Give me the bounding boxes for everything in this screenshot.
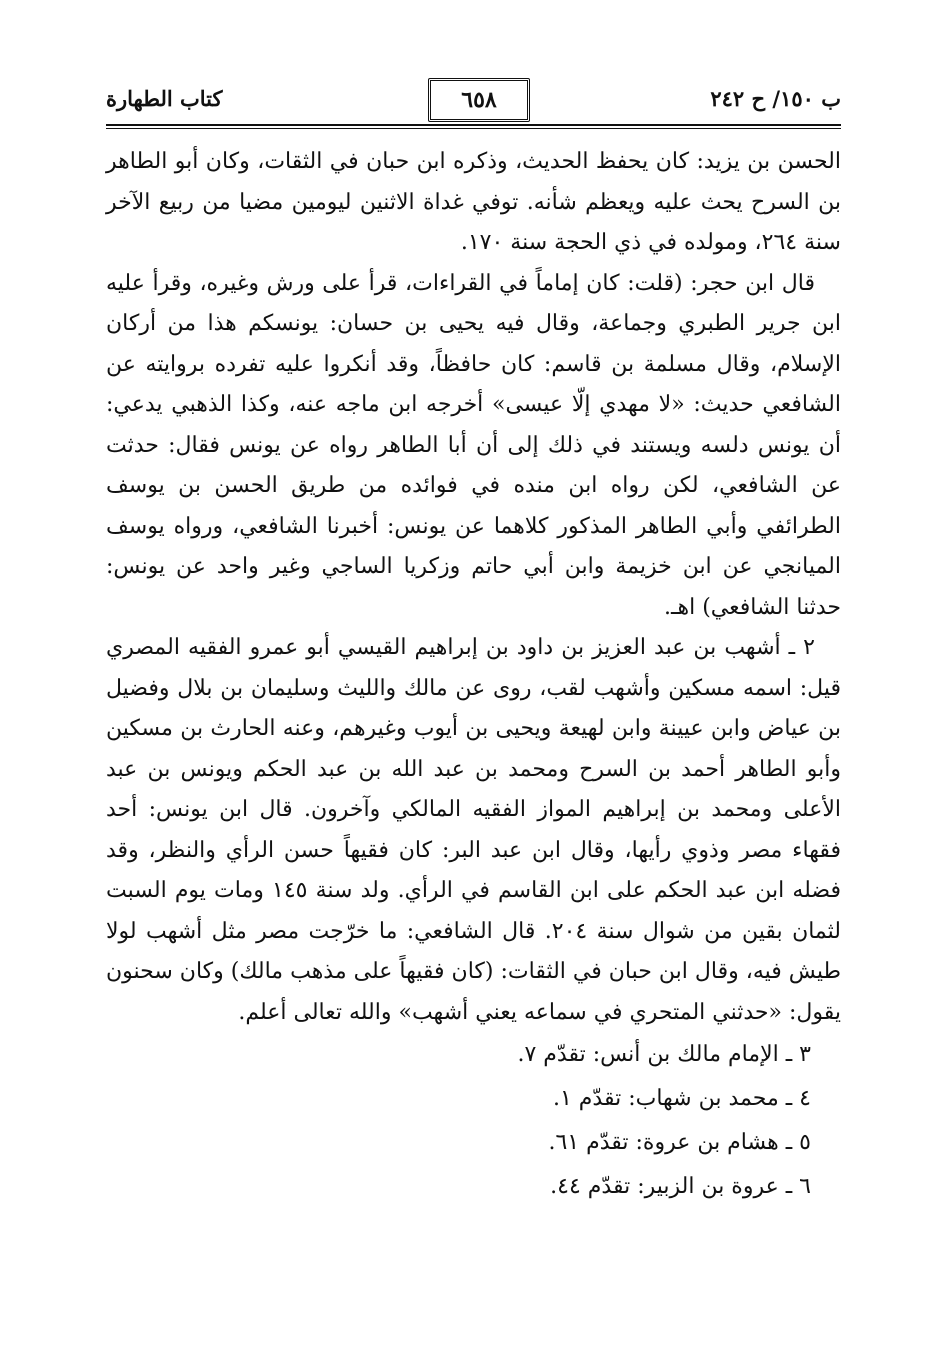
page-body xyxy=(106,142,841,1209)
header-rule xyxy=(106,124,841,126)
paragraph-ashhab: ٢ ـ أشهب بن عبد العزيز بن داود بن إبراهيم القيسي أبو عمرو الفقيه المصري قيل: اسمه مسكين وأشهب لقب، روى عن مالك والليث وسليمان بن بلال وفضيل بن عياض وابن عيينة وابن لهيعة ويحيى بن أيوب وغيرهم، وعنه الحارث بن مسكين وأبو الطاهر أحمد بن السرح ومحمد بن عبد الله بن عبد الحكم ويونس بن عبد الأعلى ومحمد بن إبراهيم المواز الفقيه المالكي وآخرون. قال ابن يونس: أحد فقهاء مصر وذوي رأيها، وقال ابن عبد البر: كان فقيهاً حسن الرأي والنظر، وقد فضله ابن عبد الحكم على ابن القاسم في الرأي. ولد سنة ١٤٥ ومات يوم السبت لثمان بقين من شوال سنة ٢٠٤. قال الشافعي: ما خرّجت مصر مثل أشهب لولا طيش فيه، وقال ابن حبان في الثقات: (كان فقيهاً على مذهب مالك) وكان سحنون يقول: «حدثني المتحري في سماعه يعني أشهب» والله تعالى أعلم. xyxy=(106,635,842,1025)
page-header xyxy=(106,82,841,122)
header-rule-thin xyxy=(106,128,841,129)
list-item: ٤ ـ محمد بن شهاب: تقدّم ١. xyxy=(552,1086,811,1111)
list-item: ٦ ـ عروة بن الزبير: تقدّم ٤٤. xyxy=(550,1174,811,1199)
list-item: ٥ ـ هشام بن عروة: تقدّم ٦١. xyxy=(548,1130,811,1155)
narrator-list xyxy=(106,1033,841,1209)
page-number: ٦٥٨ xyxy=(428,78,530,122)
book-title: كتاب الطهارة xyxy=(106,86,223,111)
list-item: ٣ ـ الإمام مالك بن أنس: تقدّم ٧. xyxy=(517,1042,811,1067)
volume-reference: ب ١٥٠/ ح ٢٤٢ xyxy=(710,86,841,111)
paragraph-hasan-bin-yazid: الحسن بن يزيد: كان يحفظ الحديث، وذكره ابن حبان في الثقات، وكان أبو الطاهر بن السرح يحث عليه ويعظم شأنه. توفي غداة الاثنين ليومين مضيا من ربيع الآخر سنة ٢٦٤، ومولده في ذي الحجة سنة ١٧٠. xyxy=(106,149,841,255)
paragraph-ibn-hajar: قال ابن حجر: (قلت: كان إماماً في القراءات، قرأ على ورش وغيره، وقرأ عليه ابن جرير الطبري وجماعة، وقال فيه يحيى بن حسان: يونسكم هذا من أركان الإسلام، وقال مسلمة بن قاسم: كان حافظاً، وقد أنكروا عليه تفرده بروايته عن الشافعي حديث: «لا مهدي إلّا عيسى» أخرجه ابن ماجه عنه، وكذا الذهبي يدعي: أن يونس دلسه ويستند في ذلك إلى أن أبا الطاهر رواه عن يونس فقال: حدثت عن الشافعي، لكن رواه ابن منده في فوائده من طريق الحسن بن يوسف الطرائفي وأبي الطاهر المذكور كلاهما عن يونس: أخبرنا الشافعي، ورواه يوسف الميانجي عن ابن خزيمة وابن أبي حاتم وزكريا الساجي وغير واحد عن يونس: حدثنا الشافعي) اهـ. xyxy=(106,270,841,620)
